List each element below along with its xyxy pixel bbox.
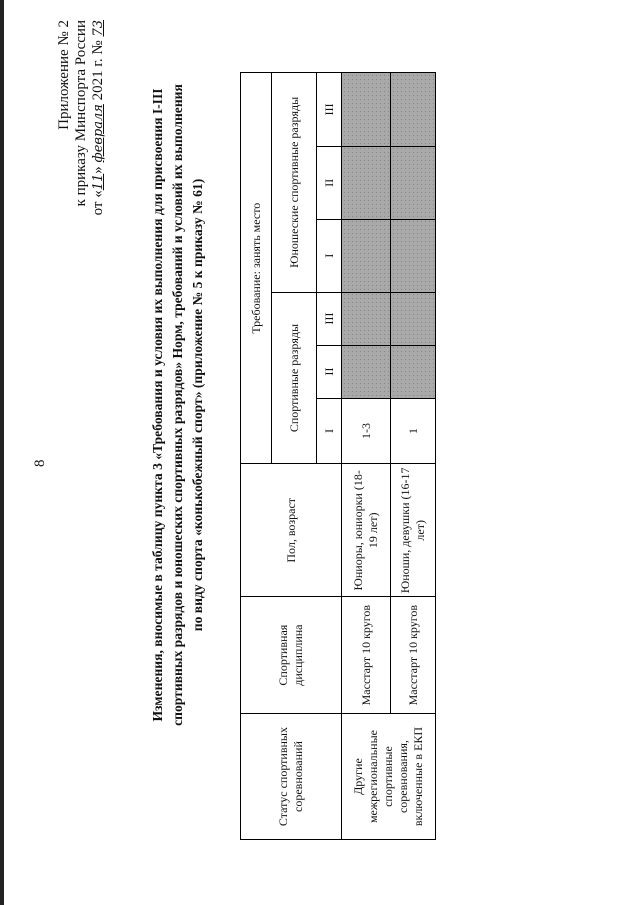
shaded-cell <box>342 292 391 345</box>
document-title: Изменения, вносимые в таблицу пункта 3 «Требования и условия их выполнения для присвоения I-III спортивных разрядов и юношеских спортивных разрядов» Норм, требований и условий их выполнения по виду спорта «конькобежный спорт» (приложение № 5 к приказу № 61) <box>150 84 205 726</box>
gender-age-cell: Юниоры, юниорки (18-19 лет) <box>342 464 391 597</box>
subheader-sport-I: I <box>317 398 342 464</box>
subheader-youth-I: I <box>317 219 342 292</box>
place-sport-I-cell: 1 <box>391 398 436 464</box>
discipline-cell: Масстарт 10 кругов <box>342 597 391 714</box>
page-number: 8 <box>32 459 48 467</box>
requirements-table <box>240 72 436 840</box>
shaded-cell <box>342 146 391 219</box>
appendix-title: Приложение № 2 <box>56 20 72 130</box>
appendix-order: к приказу Минспорта России <box>73 20 89 207</box>
header-status: Статус спортивных соревнований <box>241 714 342 840</box>
shaded-cell <box>342 345 391 398</box>
subheader-youth-II: II <box>317 146 342 219</box>
shaded-cell <box>391 292 436 345</box>
appendix-block <box>56 20 107 215</box>
handwritten-number: 73 <box>91 20 106 37</box>
header-discipline: Спортивная дисциплина <box>241 597 342 714</box>
shaded-cell <box>391 345 436 398</box>
gender-age-cell: Юноши, девушки (16-17 лет) <box>391 464 436 597</box>
header-sport-ranks: Спортивные разряды <box>272 292 317 464</box>
place-sport-I-cell: 1-3 <box>342 398 391 464</box>
shaded-cell <box>391 146 436 219</box>
shaded-cell <box>342 219 391 292</box>
header-youth-ranks: Юношеские спортивные разряды <box>272 73 317 293</box>
shaded-cell <box>391 73 436 147</box>
discipline-cell: Масстарт 10 кругов <box>391 597 436 714</box>
subheader-sport-II: II <box>317 345 342 398</box>
appendix-date: от «11» февраля 2021 г. № 73 <box>90 20 106 216</box>
shaded-cell <box>342 73 391 147</box>
status-cell: Другие межрегиональные спортивные соревнования, включенные в ЕКП <box>342 714 436 840</box>
subheader-sport-III: III <box>317 292 342 345</box>
header-requirement: Требование: занять место <box>241 73 272 464</box>
shaded-cell <box>391 219 436 292</box>
handwritten-day: 11 <box>91 173 106 191</box>
header-gender-age: Пол, возраст <box>241 464 342 597</box>
table-row <box>342 73 391 840</box>
subheader-youth-III: III <box>317 73 342 147</box>
handwritten-month: февраля <box>91 104 106 163</box>
